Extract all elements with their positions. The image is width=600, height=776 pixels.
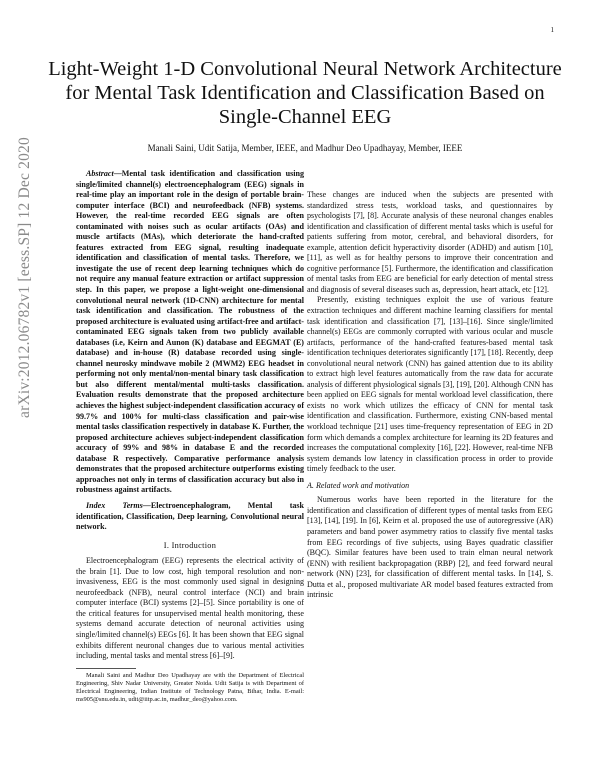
abstract [76, 169, 304, 496]
body-paragraph-3: Numerous works have been reported in the literature for the identification and classification of different types of mental tasks from EEG [13], [14], [19]. In [6], Keirn et al. proposed the use of autoregressive (AR) parameters and band power asymmetry ratios to classify five mental tasks from EEG recordings of five subjects, using Bayes quadratic classifier (BQC). Similar features have been used to train elman neural network (ENN) with resilient backpropagation (RBP) [2], and feed forward neural network (NN) [23], for classification of different mental tasks. In [14], S. Dutta et al., proposed multivariate AR model based features extracted from intrinsic [307, 495, 553, 600]
subsection-heading-related-work: A. Related work and motivation [307, 480, 410, 490]
arxiv-identifier-stamp: arXiv:2012.06782v1 [eess.SP] 12 Dec 2020 [16, 137, 33, 418]
section-heading-introduction: I. Introduction [163, 540, 217, 550]
footnote-divider [76, 668, 136, 669]
right-column [307, 190, 553, 601]
paper-title: Light-Weight 1-D Convolutional Neural Network Architecture for Mental Task Identification and Classification Based on Single-Channel EEG [48, 58, 562, 128]
abstract-label: Abstract— [86, 169, 122, 178]
intro-paragraph: Electroencephalogram (EEG) represents the electrical activity of the brain [1]. Due to low cost, high temporal resolution and non-invasiveness, EEG is the most commonly used signal in designing neurofeedback (NFB), neural control interface (NCI) and brain computer interface (BCI) systems [2]–[5]. Since portability is one of the critical features for unsupervised mental health monitoring, these systems demand accurate detection of neuronal activities using single/limited channel(s) EEGs [6]. It has been shown that EEG signal exhibits different neuronal changes due to various mental activities including, mental tasks and mental stress [6]–[9]. [76, 556, 304, 661]
author-list: Manali Saini, Udit Satija, Member, IEEE, and Madhur Deo Upadhayay, Member, IEEE [147, 143, 463, 153]
abstract-text: Mental task identification and classification using single/limited channel(s) electroencephalogram (EEG) signals in real-time play an important role in the design of portable brain-computer interface (BCI) and neurofeedback (NFB) systems. However, the real-time recorded EEG signals are often contaminated with noises such as ocular artifacts (OAs) and muscle artifacts (MAs), which deteriorate the hand-crafted features extracted from EEG signal, resulting inadequate identification and classification of mental tasks. Therefore, we investigate the use of recent deep learning techniques which do not require any manual feature extraction or artifact suppression step. In this paper, we propose a light-weight one-dimensional convolutional neural network (1D-CNN) architecture for mental task identification and classification. The robustness of the proposed architecture is evaluated using artifact-free and artifact-contaminated EEG signals taken from two publicly available databases (i.e, Keirn and Aunon (K) database and EEGMAT (E) database) and in-house (R) database recorded using single-channel neurosky mindwave mobile 2 (MWM2) EEG headset in performing not only mental/non-mental binary task classification but also different mental/mental multi-tasks classification. Evaluation results demonstrate that the proposed architecture achieves the highest subject-independent classification accuracy of 99.7% and 100% for multi-class classification and pair-wise mental tasks classification respectively in database K. Further, the proposed architecture achieves subject-independent classification accuracy of 99% and 98% in database E and the recorded database R respectively. Comparative performance analysis demonstrates that the proposed architecture outperforms existing approaches not only in terms of classification accuracy but also in robustness against artifacts. [76, 169, 304, 495]
body-paragraph-1: These changes are induced when the subjects are presented with standardized stress tests, workload tasks, and questionnaires by psychologists [7], [8]. Accurate analysis of these neuronal changes enables identification and classification of different mental tasks which is useful for patients suffering from motor, cerebral, and behavioral disorders, for example, attention deficit hyperactivity disorder (ADHD) and autism [10], [11], as well as for healthy persons to improve their concentration and cognitive performance [5]. Furthermore, the identification and classification of mental tasks from EEG are beneficial for early detection of mental stress and diagnosis of several diseases such as, depression, heart attack, etc [12]. [307, 190, 553, 294]
index-terms [76, 501, 304, 533]
index-terms-label: Index Terms— [86, 500, 151, 510]
author-affiliation-footnote: Manali Saini and Madhur Deo Upadhayay are with the Department of Electrical Engineering, Shiv Nadar University, Greater Noida. Udit Satija is with Department of Electrical Engineering, Indian Institute of Technology Patna, Bihar, India. E-mail: ms905@snu.edu.in, udit@iitp.ac.in, madhur_deo@yahoo.com. [76, 671, 304, 703]
body-paragraph-2: Presently, existing techniques exploit the use of various feature extraction techniques and different machine learning classifiers for mental task identification and classification [7], [13]–[16]. Since single/limited channel(s) EEGs are commonly corrupted with various ocular and muscle artifacts, performance of the hand-crafted features-based mental task identification techniques deteriorates significantly [17], [18]. Recently, deep convolutional neural network (CNN) has gained attention due to its ability to extract high level features automatically from the raw data for accurate analysis of different physiological signals [3], [19], [20]. Although CNN has been applied on EEG signals for mental workload level classification, there exists no work which utilizes the efficacy of CNN for mental task identification and classification. Furthermore, existing CNN-based mental workload technique [21] uses time-frequency representation of EEG in 2D form which demands a complex architecture for learning its 2D features and increases the computational complexity [16], [22]. However, real-time NFB system demands low latency in classification process in order to provide timely feedback to the user. [307, 295, 553, 474]
index-terms-text: Electroencephalogram, Mental task identification, Classification, Deep learning, Convolutional neural network. [76, 500, 304, 532]
page-number: 1 [550, 26, 554, 34]
left-column [76, 169, 304, 704]
